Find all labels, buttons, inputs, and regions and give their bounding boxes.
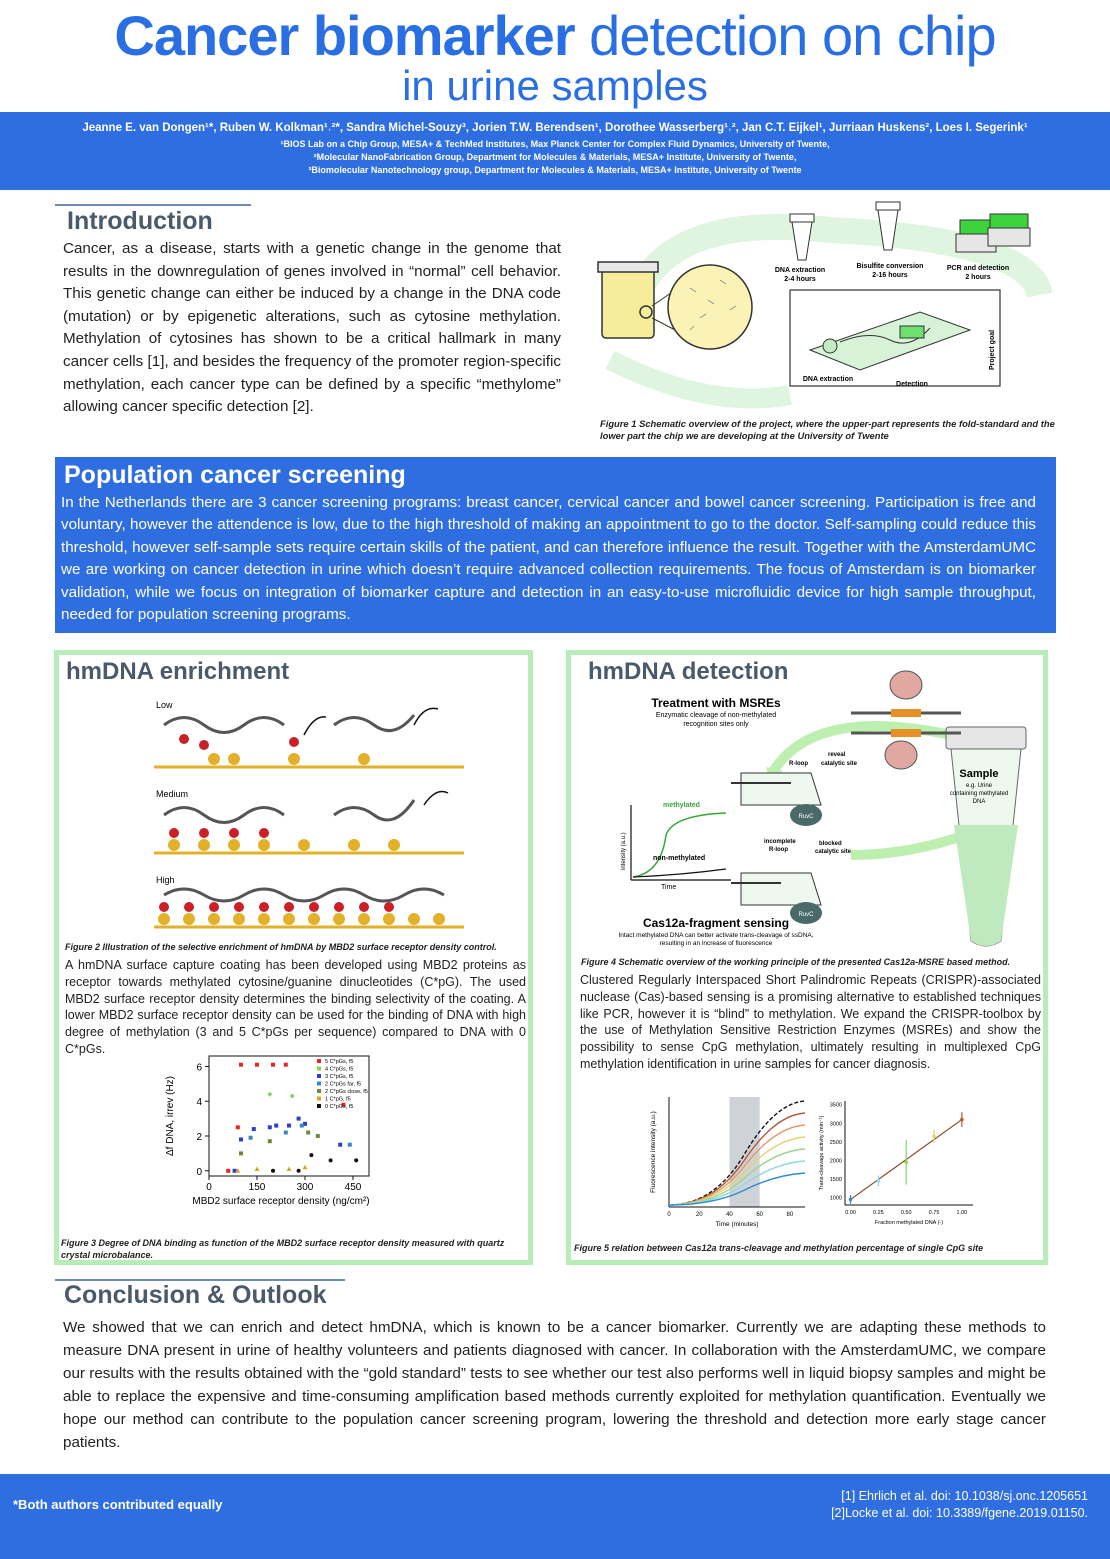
trans-ytick-label-3: 2500 bbox=[829, 1139, 842, 1146]
qcm-point-0-0 bbox=[226, 1169, 230, 1173]
trans-point-4 bbox=[960, 1118, 964, 1122]
qcm-point-0-2 bbox=[239, 1063, 243, 1067]
urine-cup-icon bbox=[598, 262, 658, 338]
qcm-xtick-label-3: 450 bbox=[344, 1182, 362, 1193]
fig1-label-bisulfite-time: 2-16 hours bbox=[872, 272, 908, 279]
detection-text: Clustered Regularly Interspaced Short Palindromic Repeats (CRISPR)-associated nuclease (Cas)-based sensing is a promising alternative to established techniques like PCR, however it is “blind” to methylation. We expand the CRISPR-toolbox by the use of Methylation Sensitive Restriction Enzymes (MSREs) and show the possibility to sense CpG methylation, ultimately resulting in multiplexed CpG methylation identification in urine samples for cancer diagnosis. bbox=[580, 973, 1041, 1071]
qcm-xtick-label-1: 150 bbox=[248, 1182, 266, 1193]
qcm-point-5-2 bbox=[287, 1167, 292, 1172]
population-screening-box bbox=[55, 457, 1056, 633]
qcm-point-4-1 bbox=[268, 1139, 272, 1143]
figure-5-transcleavage-chart bbox=[815, 1095, 985, 1235]
intensity-sketch-chart bbox=[621, 802, 731, 891]
intensity-label: intensity (a.u.) bbox=[621, 832, 627, 870]
ruvc-label-2: RuvC bbox=[798, 912, 814, 918]
qcm-point-6-2 bbox=[309, 1153, 313, 1157]
catalytic-label: catalytic site bbox=[821, 761, 858, 767]
qcm-legend-marker-0 bbox=[317, 1059, 321, 1063]
qcm-legend-marker-4 bbox=[317, 1089, 321, 1093]
treatment-sub2: recognition sites only bbox=[683, 721, 749, 728]
qcm-point-4-3 bbox=[316, 1134, 320, 1138]
qcm-point-4-2 bbox=[306, 1131, 310, 1135]
qcm-legend-marker-3 bbox=[317, 1082, 321, 1086]
scissors-icon bbox=[851, 671, 961, 769]
conclusion-heading: Conclusion & Outlook bbox=[64, 1281, 327, 1309]
fluor-ylabel: Fluorescence intensity (a.u.) bbox=[650, 1111, 657, 1193]
qcm-point-2-8 bbox=[338, 1143, 342, 1147]
poster-title bbox=[0, 4, 1110, 68]
figure-4-caption: Figure 4 Schematic overview of the working principle of the presented Cas12a-MSRE based method. bbox=[581, 957, 1011, 967]
non-methylated-label: non-methylated bbox=[653, 855, 706, 862]
qcm-point-2-1 bbox=[239, 1137, 243, 1141]
poster-header bbox=[0, 0, 1110, 190]
conclusion-text: We showed that we can enrich and detect hmDNA, which is known to be a cancer biomarker. Currently we are adapting these methods to measure DNA present in urine of healthy volunteers and patients diagnosed with cancer. In collaboration with the AmsterdamUMC, we compare our results with the results obtained with the “gold standard” tests to see whether our test also performs well in liquid biopsy samples and might be able to replace the expensive and time-consuming amplification based methods currently exploited for methylation quantification. Eventually we hope our method can contribute to the population cancer screening program, lowering the threshold and detection more early stage cancer patients. bbox=[63, 1319, 1046, 1451]
fluor-xtick-label-4: 80 bbox=[786, 1212, 794, 1218]
sensing-sub2: resulting in an increase of fluorescence bbox=[659, 940, 773, 947]
treatment-title: Treatment with MSREs bbox=[651, 696, 781, 710]
title-rest: detection on chip bbox=[574, 4, 996, 67]
fluor-xlabel: Time (minutes) bbox=[715, 1221, 759, 1228]
sensing-sub1: Intact methylated DNA can better activate trans-cleavage of ssDNA, bbox=[618, 932, 814, 939]
sample-sub1: e.g. Urine bbox=[965, 783, 993, 789]
qcm-legend-marker-5 bbox=[317, 1097, 321, 1101]
qcm-point-3-0 bbox=[249, 1136, 253, 1140]
trans-ytick-label-0: 1000 bbox=[829, 1195, 842, 1202]
intro-rule bbox=[55, 204, 251, 206]
figure-1-caption: Figure 1 Schematic overview of the project, where the upper-part represents the fold-standard and the lower part the chip we are developing at the University of Twente bbox=[600, 418, 1055, 441]
figure-3-qcm-chart bbox=[159, 1050, 459, 1235]
qcm-ylabel: Δf DNA, irrev (Hz) bbox=[165, 1075, 176, 1157]
qcm-xlabel: MBD2 surface receptor density (ng/cm²) bbox=[192, 1196, 370, 1207]
footer bbox=[0, 1474, 1110, 1559]
qcm-point-6-3 bbox=[329, 1158, 333, 1162]
mbd2-receptor-icons-low bbox=[179, 734, 299, 750]
trans-xtick-label-4: 1.00 bbox=[956, 1210, 968, 1216]
references bbox=[831, 1488, 1088, 1522]
qcm-xtick-label-0: 0 bbox=[206, 1182, 212, 1193]
trans-xtick-label-0: 0.00 bbox=[845, 1210, 856, 1216]
trans-ylabel: Trans-cleavage activity (min⁻¹) bbox=[819, 1115, 825, 1191]
qcm-legend-label-2: 3 C*pGs, f5 bbox=[325, 1074, 354, 1080]
qcm-xtick-label-2: 300 bbox=[296, 1182, 314, 1193]
qcm-point-2-5 bbox=[287, 1124, 291, 1128]
qcm-point-2-4 bbox=[274, 1124, 278, 1128]
qcm-point-1-1 bbox=[290, 1094, 295, 1099]
qcm-legend-label-6: 0 C*pGs, f5 bbox=[325, 1104, 354, 1110]
figure-2-illustration bbox=[154, 695, 484, 940]
figure-1-schematic bbox=[590, 200, 1060, 416]
methylated-label: methylated bbox=[663, 802, 700, 809]
trans-point-1 bbox=[877, 1179, 881, 1183]
pcr-plate-icon bbox=[956, 214, 1030, 252]
qcm-ytick-label-3: 6 bbox=[196, 1062, 202, 1074]
qcm-point-0-4 bbox=[271, 1063, 275, 1067]
qcm-point-3-3 bbox=[348, 1143, 352, 1147]
fluor-xtick-label-0: 0 bbox=[667, 1212, 671, 1218]
test-tube-icon bbox=[946, 727, 1026, 946]
author-list: Jeanne E. van Dongen¹*, Ruben W. Kolkman¹˒²*, Sandra Michel-Souzy³, Jorien T.W. Berendsen¹, Dorothee Wasserberg¹˒², Jan C.T. Eijkel¹, Jurriaan Huskens², Loes I. Segerink¹ bbox=[82, 122, 1028, 134]
intro-text: Cancer, as a disease, starts with a genetic change in the genome that results in the downregulation of genes involved in “normal” cell behavior. This genetic change can either be induced by a change in the DNA code (mutation) or by epigenetic alterations, such as cytosine methylation. Methylation of cytosines has shown to be a critical hallmark in many cancer cells [1], and besides the frequency of the promoter region-specific methylation, each cancer type can be defined by a specific “methylome” allowing cancer specific detection [2]. bbox=[63, 240, 561, 416]
fig1-label-bisulfite: Bisulfite conversion bbox=[856, 263, 924, 270]
affiliation-1: ¹BIOS Lab on a Chip Group, MESA+ & TechMed Institutes, Max Planck Center for Complex Fluid Dynamics, University of Twente, bbox=[280, 139, 830, 149]
qcm-point-2-6 bbox=[297, 1117, 301, 1121]
trans-xtick-label-3: 0.75 bbox=[928, 1210, 940, 1216]
fig1-label-pcr-time: 2 hours bbox=[965, 274, 991, 281]
fluor-xtick-label-3: 60 bbox=[756, 1212, 764, 1218]
qcm-point-6-1 bbox=[297, 1169, 301, 1173]
qcm-ytick-label-2: 4 bbox=[196, 1097, 202, 1109]
qcm-point-6-4 bbox=[354, 1158, 358, 1162]
trans-ytick-label-1: 1500 bbox=[829, 1177, 842, 1183]
treatment-sub1: Enzymatic cleavage of non-methylated bbox=[655, 712, 777, 719]
rloop2-label: R-loop bbox=[769, 847, 788, 853]
detection-panel bbox=[566, 650, 1048, 1265]
level-medium: Medium bbox=[156, 789, 189, 799]
qcm-point-3-2 bbox=[300, 1124, 304, 1128]
detection-heading: hmDNA detection bbox=[588, 658, 789, 685]
fig1-label-extraction-time: 2-4 hours bbox=[784, 276, 816, 283]
qcm-point-5-3 bbox=[303, 1165, 308, 1170]
enrichment-text: A hmDNA surface capture coating has been developed using MBD2 proteins as receptor towards methylated cytosine/guanine dinucleotides (C*pG). The used MBD2 surface receptor density determines the binding selectivity of the coating. A lower MBD2 surface receptor density can be used for the binding of DNA with high degree of methylation (3 and 5 C*pGs per sequence) compared to DNA with 0 C*pGs. bbox=[65, 958, 526, 1056]
qcm-point-4-0 bbox=[239, 1151, 243, 1155]
trans-xtick-label-1: 0.25 bbox=[873, 1210, 884, 1216]
trans-ytick-label-4: 3000 bbox=[829, 1121, 842, 1128]
fluor-xtick-label-2: 40 bbox=[726, 1212, 733, 1218]
fig1-label-project-goal: Project goal bbox=[989, 329, 996, 370]
sample-title: Sample bbox=[959, 768, 999, 780]
rloop-label: R-loop bbox=[789, 761, 808, 767]
affiliation-3: ³Biomolecular Nanotechnology group, Department for Molecules & Materials, MESA+ Institute, University of Twente bbox=[308, 165, 802, 175]
trans-xlabel: Fraction methylated DNA (-) bbox=[874, 1220, 944, 1226]
trans-point-0 bbox=[849, 1198, 853, 1202]
qcm-point-2-3 bbox=[268, 1125, 272, 1129]
magnified-cells-icon bbox=[668, 265, 752, 349]
qcm-point-1-0 bbox=[267, 1092, 272, 1097]
qcm-point-0-1 bbox=[236, 1125, 240, 1129]
qcm-legend-label-3: 2 C*pGs far, f5 bbox=[325, 1081, 362, 1088]
reveal-label: reveal bbox=[828, 752, 846, 758]
affiliation-2: ²Molecular NanoFabrication Group, Department for Molecules & Materials, MESA+ Institute, University of Twente, bbox=[313, 152, 797, 162]
figure-2-caption: Figure 2 Illustration of the selective enrichment of hmDNA by MBD2 surface receptor density control. bbox=[65, 942, 497, 952]
qcm-legend-label-5: 1 C*pG, f5 bbox=[325, 1096, 351, 1103]
qcm-point-2-2 bbox=[252, 1127, 256, 1131]
author-bar bbox=[0, 112, 1110, 190]
catalytic2-label: catalytic site bbox=[815, 849, 852, 855]
population-text: In the Netherlands there are 3 cancer screening programs: breast cancer, cervical cancer and bowel cancer screening. Participation is free and voluntary, however the attendence is low, due to the high threshold of making an appointment to go to the doctor. Self-sampling could reduce this threshold, however self-sample sets require certain skills of the patient, and can therefore influence the result. Together with the AmsterdamUMC we are working on cancer detection in urine which doesn’t require advanced collection requirements. The focus of Amsterdam is on biomarker validation, while we focus on integration of biomarker capture and detection in an easy-to-use microfluidic device for high sample throughput, needed for population screening programs. bbox=[61, 494, 1036, 624]
level-low: Low bbox=[156, 700, 173, 710]
trans-point-2 bbox=[904, 1160, 908, 1164]
qcm-ytick-label-0: 0 bbox=[196, 1166, 202, 1178]
blocked-label: blocked bbox=[819, 841, 842, 847]
level-high: High bbox=[156, 875, 175, 885]
reference-1: [1] Ehrlich et al. doi: 10.1038/sj.onc.1205651 bbox=[841, 1489, 1088, 1503]
population-heading: Population cancer screening bbox=[64, 461, 406, 489]
qcm-legend-marker-2 bbox=[317, 1074, 321, 1078]
intro-heading: Introduction bbox=[67, 207, 213, 235]
trans-xtick-label-2: 0.50 bbox=[900, 1210, 912, 1216]
figure-4-schematic bbox=[591, 655, 1051, 955]
sensing-title: Cas12a-fragment sensing bbox=[642, 916, 790, 930]
fluor-xtick-label-1: 20 bbox=[695, 1212, 703, 1218]
qcm-point-5-1 bbox=[255, 1167, 260, 1172]
qcm-point-0-5 bbox=[284, 1063, 288, 1067]
qcm-legend-label-0: 5 C*pGs, f5 bbox=[325, 1059, 354, 1065]
qcm-point-3-1 bbox=[284, 1131, 288, 1135]
poster-subtitle: in urine samples bbox=[402, 62, 708, 109]
figure-5-fluorescence-chart bbox=[643, 1093, 813, 1233]
ruvc-label-1: RuvC bbox=[798, 814, 814, 820]
qcm-point-6-0 bbox=[271, 1169, 275, 1173]
figure-5-caption: Figure 5 relation between Cas12a trans-cleavage and methylation percentage of single CpG site bbox=[574, 1243, 984, 1253]
trans-point-3 bbox=[932, 1134, 936, 1138]
sample-sub2: containing methylated bbox=[949, 791, 1009, 797]
qcm-legend-label-4: 2 C*pGs close, f5 bbox=[325, 1089, 368, 1095]
title-bold: Cancer biomarker bbox=[114, 4, 575, 67]
qcm-legend-marker-1 bbox=[317, 1067, 321, 1071]
fig1-label-chip-detection: Detection bbox=[896, 381, 928, 388]
enrichment-panel bbox=[54, 650, 533, 1265]
qcm-legend-marker-6 bbox=[317, 1104, 321, 1108]
reference-2: [2]Locke et al. doi: 10.3389/fgene.2019.01150. bbox=[831, 1506, 1088, 1520]
sample-sub3: DNA bbox=[972, 799, 986, 805]
trans-ytick-label-2: 2000 bbox=[829, 1158, 842, 1165]
enrichment-heading: hmDNA enrichment bbox=[66, 658, 290, 685]
time-label: Time bbox=[661, 884, 677, 891]
trans-ytick-label-5: 3500 bbox=[829, 1102, 842, 1109]
qcm-point-0-3 bbox=[255, 1063, 259, 1067]
fig1-label-extraction: DNA extraction bbox=[774, 267, 826, 274]
fig1-label-pcr: PCR and detection bbox=[946, 265, 1010, 272]
qcm-legend-label-1: 4 C*pGs, f5 bbox=[325, 1066, 354, 1073]
cas12a-active-icon bbox=[731, 773, 822, 826]
fig1-label-chip-extraction: DNA extraction bbox=[802, 376, 854, 383]
qcm-ytick-label-1: 2 bbox=[196, 1132, 202, 1143]
footer-note: *Both authors contributed equally bbox=[13, 1497, 223, 1512]
incomplete-label: incomplete bbox=[764, 839, 796, 845]
figure-3-caption: Figure 3 Degree of DNA binding as function of the MBD2 surface receptor density measured with quartz crystal microbalance. bbox=[61, 1238, 505, 1260]
